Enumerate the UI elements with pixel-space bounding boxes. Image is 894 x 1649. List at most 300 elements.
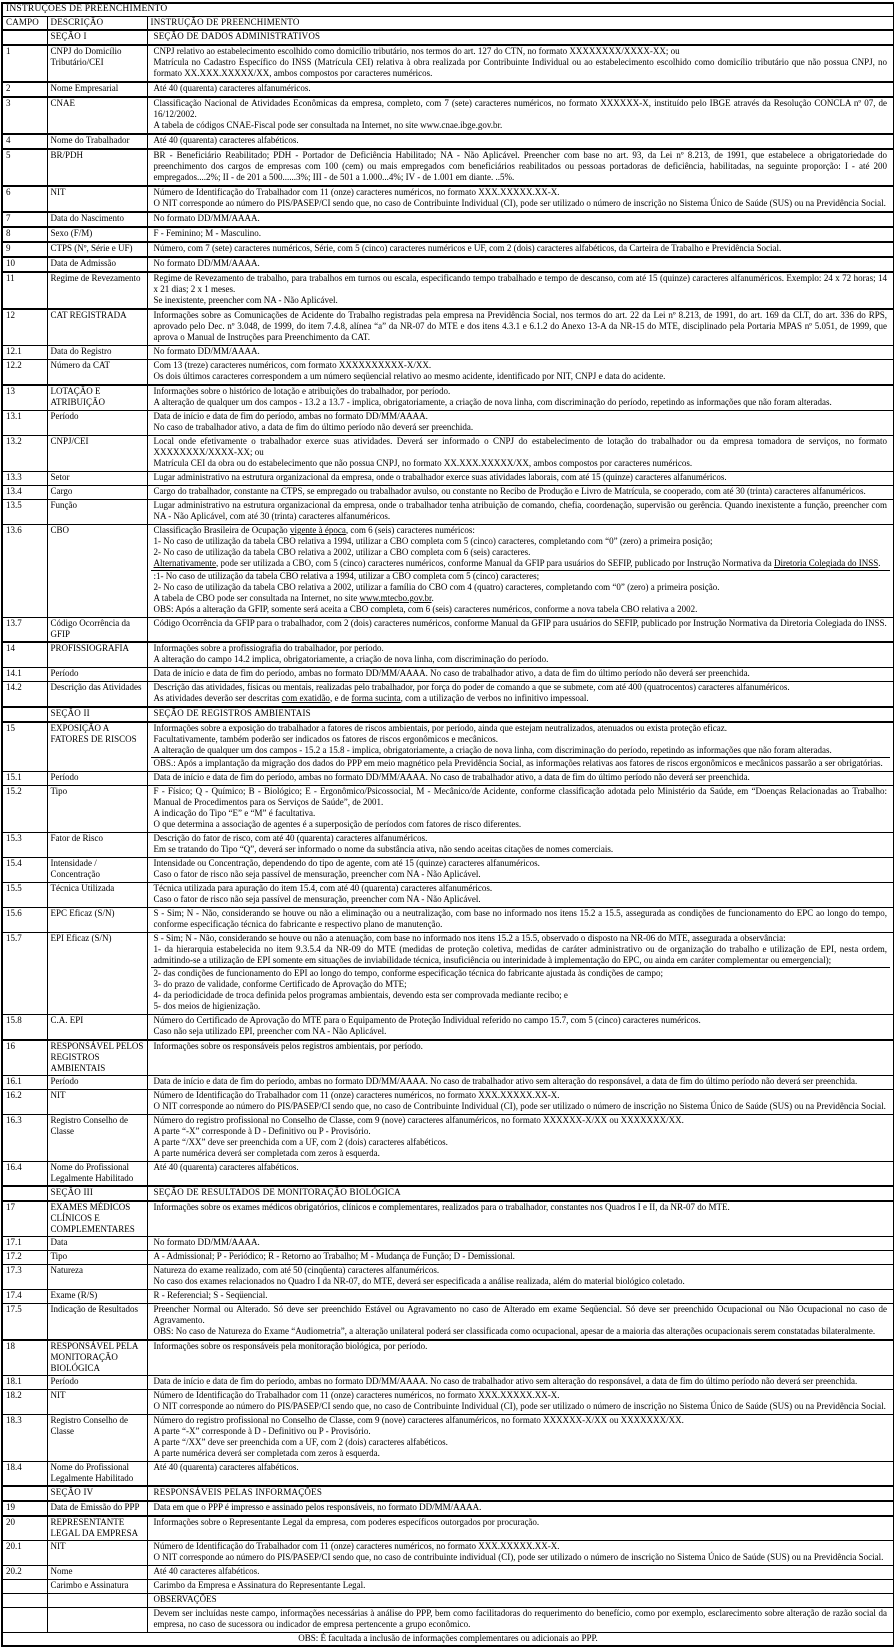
instruction-line: 1- No caso de utilização da tabela CBO relativa a 1994, utilizar a CBO completa com 5 (cinco) caracteres, completando com “0” (zero) a primeira posição; [153, 536, 713, 546]
instruction-line: SEÇÃO DE REGISTROS AMBIENTAIS [153, 708, 311, 718]
instruction-line: Código Ocorrência da GFIP para o trabalhador, com 2 (dois) caracteres numéricos, conforme Manual da GFIP para usuários do SEFIP, publicado por Instrução Normativa da Diretoria Colegiada do INSS. [153, 618, 887, 628]
field-row [2, 45, 894, 82]
field-description: NIT [47, 186, 147, 212]
field-instruction [147, 1566, 894, 1580]
field-number: 13.4 [2, 486, 47, 500]
instruction-line: A alteração do campo 14.2 implica, obrigatoriamente, a criação de nova linha, com discriminação do período. [153, 654, 549, 664]
field-instruction [147, 257, 894, 272]
field-number: 6 [2, 186, 47, 212]
field-instruction [147, 1462, 894, 1487]
instruction-line: Descrição das atividades, físicas ou mentais, realizadas pelo trabalhador, por força do poder de comando a que se submete, com até 400 (quatrocentos) caracteres alfanuméricos. [153, 682, 790, 692]
field-number: 8 [2, 227, 47, 242]
field-description: C.A. EPI [47, 1015, 147, 1041]
instruction-line: Facultativamente, também poderão ser indicados os fatores de riscos ergonômicos e mecânicos. [153, 734, 498, 744]
field-number: 16.4 [2, 1162, 47, 1187]
instruction-line: Os dois últimos caracteres correspondem a um número seqüencial relativo ao mesmo acidente, identificado por NIT, CNPJ e data do acidente. [153, 371, 666, 381]
instruction-line: R - Referencial; S - Seqüencial. [153, 1290, 268, 1300]
instruction-block [151, 1041, 891, 1053]
field-row [2, 346, 894, 360]
field-row [2, 858, 894, 883]
field-description: Setor [47, 472, 147, 486]
field-number: 15.2 [2, 786, 47, 833]
instruction-line: A alteração de qualquer um dos campos - 13.2 a 13.7 - implica, obrigatoriamente, a criação de nova linha, com discriminação do período, repetindo as informações que não foram alteradas. [153, 397, 832, 407]
instruction-line: F - Feminino; M - Masculino. [153, 228, 261, 238]
field-number: 17.3 [2, 1265, 47, 1290]
instruction-block [151, 668, 891, 680]
field-number: 11 [2, 272, 47, 309]
field-description: Regime de Revezamento [47, 272, 147, 309]
field-description: Função [47, 500, 147, 525]
field-number: 15.3 [2, 833, 47, 858]
column-header-campo: CAMPO [2, 17, 47, 31]
field-row [2, 97, 894, 134]
field-description: EXPOSIÇÃO A FATORES DE RISCOS [47, 722, 147, 772]
instruction-block [151, 1580, 891, 1592]
instruction-line: RESPONSÁVEIS PELAS INFORMAÇÕES [153, 1487, 323, 1497]
field-description: Data de Admissão [47, 257, 147, 272]
field-number: 16.2 [2, 1090, 47, 1115]
field-instruction [147, 786, 894, 833]
field-number: 3 [2, 97, 47, 134]
field-instruction [147, 1608, 894, 1633]
field-number: 16.3 [2, 1115, 47, 1162]
field-row [2, 149, 894, 186]
field-description: BR/PDH [47, 149, 147, 186]
field-row [2, 411, 894, 436]
instruction-line: Classificação Brasileira de Ocupação vigente à época, com 6 (seis) caracteres numéricos: [153, 525, 475, 535]
field-instruction [147, 1076, 894, 1090]
field-description: Número da CAT [47, 360, 147, 386]
field-instruction [147, 883, 894, 908]
instruction-line: SEÇÃO DE RESULTADOS DE MONITORAÇÃO BIOLÓGICA [153, 1187, 401, 1197]
instruction-line: Com 13 (treze) caracteres numéricos, com formato XXXXXXXXXX-X/XX. [153, 360, 432, 370]
instructions-table [1, 2, 894, 1647]
field-description: EPI Eficaz (S/N) [47, 933, 147, 1015]
instruction-block [151, 472, 891, 484]
field-number: 16.1 [2, 1076, 47, 1090]
field-number: 20.2 [2, 1566, 47, 1580]
field-instruction [147, 525, 894, 618]
field-instruction [147, 472, 894, 486]
field-row [2, 436, 894, 472]
instruction-line: O NIT corresponde ao número do PIS/PASEP/CI sendo que, no caso de contribuinte individual (CI), pode ser utilizado o número de inscrição no Sistema Único de Saúde (SUS) ou na Previdência Social. [153, 1552, 884, 1562]
field-description: Período [47, 1376, 147, 1390]
field-instruction [147, 707, 894, 722]
field-instruction [147, 1090, 894, 1115]
field-row [2, 1290, 894, 1304]
instruction-block [151, 682, 891, 705]
field-instruction [147, 436, 894, 472]
instruction-line: Lugar administrativo na estrutura organizacional da empresa, onde o trabalhador tenha atribuição de comando, chefia, coordenação, supervisão ou gerência. Quando inexistente a função, preencher com NA - Não Aplicável, com até 30 (trinta) caracteres alfanuméricos. [153, 500, 888, 521]
instruction-block [151, 360, 891, 383]
instruction-line: OBS.: Após a implantação da migração dos dados do PPP em meio magnético pela Previdência Social, as informações relativas aos fatores de riscos ergonômicos e mecânicos passarão a ser obrigatórias. [153, 758, 883, 768]
instruction-line: Carimbo da Empresa e Assinatura do Representante Legal. [153, 1580, 366, 1590]
field-row [2, 1390, 894, 1415]
field-description: Tipo [47, 1251, 147, 1265]
field-number: 13 [2, 385, 47, 411]
instruction-block [151, 1290, 891, 1302]
instruction-block [151, 1076, 891, 1088]
instruction-block [151, 346, 891, 358]
instruction-line: Data de início e data de fim do período, ambas no formato DD/MM/AAAA. No caso de trabalhador ativo, a data de fim do último período não deverá ser preenchida. [153, 772, 750, 782]
field-number [2, 1608, 47, 1633]
field-row [2, 833, 894, 858]
field-number: 19 [2, 1501, 47, 1516]
field-number: 15.6 [2, 908, 47, 933]
instruction-line: Lugar administrativo na estrutura organizacional da empresa, onde o trabalhador exerce suas atividades laborais, com até 15 (quinze) caracteres alfanuméricos. [153, 472, 727, 482]
field-row [2, 1162, 894, 1187]
field-instruction [147, 858, 894, 883]
field-number [2, 1186, 47, 1201]
field-instruction [147, 360, 894, 386]
instruction-line: 1- da hierarquia estabelecida no item 9.3.5.4 da NR-09 do MTE (medidas de proteção coletiva, medidas de caráter administrativo ou de organização do trabalho e utilização de EPI, nesta ordem, admitindo-se a utilização de EPI somente em situações de inviabilidade técnica, insuficiência ou interinidade à implementação do EPC, ou ainda em caráter complementar ou emergencial); [153, 944, 888, 965]
instruction-line: Preencher Normal ou Alterado. Só deve ser preenchido Estável ou Agravamento no caso de Alterado em exame Seqüencial. Só deve ser preenchido Ocupacional ou Não Ocupacional no caso de Agravamento. [153, 1304, 888, 1325]
field-instruction [147, 134, 894, 149]
field-row [2, 1462, 894, 1487]
instruction-line: Até 40 (quarenta) caracteres alfanuméricos. [153, 83, 311, 93]
field-description: RESPONSÁVEL PELA MONITORAÇÃO BIOLÓGICA [47, 1340, 147, 1376]
instruction-block [151, 772, 891, 784]
field-description: Data de Emissão do PPP [47, 1501, 147, 1516]
field-number: 13.1 [2, 411, 47, 436]
field-instruction [147, 1340, 894, 1376]
instruction-line: O que determina a associação de agentes é a superposição de períodos com fatores de risco diferentes. [153, 819, 522, 829]
field-instruction [147, 1516, 894, 1541]
instruction-line: S - Sim; N - Não, considerando se houve ou não a eliminação ou a neutralização, com base no informado nos itens 15.2 a 15.5, assegurada as condições de funcionamento do EPC ao longo do tempo, conforme especificação técnica do fabricante e respectivo plano de manutenção. [153, 908, 888, 929]
instruction-line: 5- dos meios de higienização. [153, 1001, 261, 1011]
field-description: Natureza [47, 1265, 147, 1290]
instruction-block [151, 258, 891, 270]
instruction-line: 2- das condições de funcionamento do EPI ao longo do tempo, conforme especificação técnica do fabricante ajustada às condições de campo; [153, 968, 664, 978]
field-number: 15.8 [2, 1015, 47, 1041]
instruction-line: Informações sobre os responsáveis pela monitoração biológica, por período. [153, 1341, 428, 1351]
field-row [2, 1040, 894, 1076]
instruction-line: Data de início e data de fim do período, ambas no formato DD/MM/AAAA. No caso de trabalhador ativo sem alteração do responsável, a data de fim do último período não deverá ser preenchida. [153, 1376, 858, 1386]
field-row [2, 722, 894, 772]
instruction-line: A parte numérica deverá ser completada com zeros à esquerda. [153, 1448, 380, 1458]
instruction-line: A alteração de qualquer um dos campos - 15.2 a 15.8 - implica, obrigatoriamente, a criação de nova linha, com discriminação do período, repetindo as informações que não foram alteradas. [153, 745, 832, 755]
field-row [2, 486, 894, 500]
field-number: 17.5 [2, 1304, 47, 1341]
instruction-line: 2- No caso de utilização da tabela CBO relativa a 2002, utilizar a CBO completa com 6 (seis) caracteres. [153, 547, 531, 557]
field-instruction [147, 411, 894, 436]
field-number [2, 1580, 47, 1594]
column-header-instrucao: INSTRUÇÃO DE PREENCHIMENTO [147, 17, 894, 31]
field-instruction [147, 682, 894, 708]
instruction-block [151, 858, 891, 881]
instruction-block [151, 1265, 891, 1288]
field-instruction [147, 1541, 894, 1566]
field-description: Nome Empresarial [47, 82, 147, 97]
instruction-block [151, 187, 891, 210]
field-instruction [147, 1486, 894, 1501]
instruction-line: Número do Certificado de Aprovação do MTE para o Equipamento de Proteção Individual referido no campo 15.7, com 5 (cinco) caracteres numéricos. [153, 1015, 701, 1025]
field-instruction [147, 30, 894, 45]
field-description: EXAMES MÉDICOS CLÍNICOS E COMPLEMENTARES [47, 1201, 147, 1237]
instruction-line: No caso dos exames relacionados no Quadro I da NR-07, do MTE, deverá ser especificada a análise realizada, além do material biológico coletado. [153, 1276, 685, 1286]
instruction-block [151, 411, 891, 434]
instruction-block [151, 83, 891, 95]
field-number: 18 [2, 1340, 47, 1376]
instruction-line: Caso não seja utilizado EPI, preencher com NA - Não Aplicável. [153, 1026, 387, 1036]
field-row [2, 786, 894, 833]
field-row [2, 1415, 894, 1462]
field-description: NIT [47, 1390, 147, 1415]
field-row [2, 1501, 894, 1516]
field-row [2, 227, 894, 242]
instruction-block [151, 46, 891, 80]
field-row [2, 1376, 894, 1390]
instruction-line: Número do registro profissional no Conselho de Classe, com 9 (nove) caracteres alfanuméricos, no formato XXXXXX-X/XX ou XXXXXXX/XX. [153, 1415, 684, 1425]
field-number: 13.2 [2, 436, 47, 472]
field-description: Técnica Utilizada [47, 883, 147, 908]
field-description: SEÇÃO I [47, 30, 147, 45]
instruction-block [151, 1502, 891, 1514]
field-number: 18.2 [2, 1390, 47, 1415]
field-instruction [147, 1376, 894, 1390]
field-instruction [147, 1265, 894, 1290]
instruction-block [151, 1187, 891, 1199]
field-row [2, 682, 894, 708]
field-description [47, 1594, 147, 1608]
instruction-block [151, 135, 891, 147]
instruction-line: 2- No caso de utilização da tabela CBO relativa a 2002, utilizar a família do CBO com 4 (quatro) caracteres, completando com “0” (zero) a primeira posição. [153, 582, 720, 592]
instruction-line: 4- da periodicidade de troca definida pelos programas ambientais, devendo esta ser comprovada mediante recibo; e [153, 990, 568, 1000]
field-instruction [147, 833, 894, 858]
field-row [2, 82, 894, 97]
field-instruction [147, 642, 894, 668]
instruction-block [151, 228, 891, 240]
instruction-line: F - Físico; Q - Químico; B - Biológico; E - Ergonômico/Psicossocial, M - Mecânico/de Acidente, conforme classificação adotada pelo Ministério da Saúde, em “Doenças Relacionadas ao Trabalho: Manual de Procedimentos para os Serviços de Saúde”, de 2001. [153, 786, 888, 807]
instruction-line: Alternativamente, pode ser utilizada a CBO, com 5 (cinco) caracteres numéricos, conforme Manual da GFIP para usuários do SEFIP, publicado por Instrução Normativa da Diretoria Colegiada do INSS. [153, 558, 881, 568]
field-row [2, 242, 894, 257]
instruction-block [151, 1566, 891, 1578]
field-description: CBO [47, 525, 147, 618]
instruction-line: Caso o fator de risco não seja passível de mensuração, preencher com NA - Não Aplicável. [153, 894, 481, 904]
field-number: 13.3 [2, 472, 47, 486]
field-instruction [147, 908, 894, 933]
instruction-line: A - Admissional; P - Periódico; R - Retorno ao Trabalho; M - Mudança de Função; D - Demissional. [153, 1251, 515, 1261]
field-row [2, 1015, 894, 1041]
instruction-line: A parte “/XX” deve ser preenchida com a UF, com 2 (dois) caracteres alfabéticos. [153, 1137, 448, 1147]
field-number: 13.6 [2, 525, 47, 618]
instruction-line: Técnica utilizada para apuração do item 15.4, com até 40 (quarenta) caracteres alfanuméricos. [153, 883, 493, 893]
field-row [2, 908, 894, 933]
field-row [2, 1090, 894, 1115]
field-description: Período [47, 668, 147, 682]
field-row [2, 134, 894, 149]
field-description: CAT REGISTRADA [47, 309, 147, 346]
instruction-line: OBSERVAÇÕES [153, 1594, 217, 1604]
field-number: 10 [2, 257, 47, 272]
instruction-line: Até 40 caracteres alfabéticos. [153, 1566, 260, 1576]
instruction-block [151, 1090, 891, 1113]
section-row [2, 1486, 894, 1501]
instruction-line: O NIT corresponde ao número do PIS/PASEP/CI sendo que, no caso de Contribuinte Individual (CI), pode ser utilizado o número de inscrição no Sistema Único de Saúde (SUS) ou na Previdência Social. [153, 198, 886, 208]
field-instruction [147, 1390, 894, 1415]
field-instruction [147, 1290, 894, 1304]
instruction-line: Devem ser incluídas neste campo, informações necessárias à análise do PPP, bem como facilitadoras do requerimento do benefício, como por exemplo, esclarecimento sobre alteração de razão social da empresa, no caso de sucessora ou indicador de empresa pertencente a grupo econômico. [153, 1608, 888, 1629]
field-description: Fator de Risco [47, 833, 147, 858]
instruction-block [151, 883, 891, 906]
field-number: 12.2 [2, 360, 47, 386]
instruction-line: Informações sobre os responsáveis pelos registros ambientais, por período. [153, 1041, 423, 1051]
field-description: Cargo [47, 486, 147, 500]
field-number: 13.5 [2, 500, 47, 525]
field-description: RESPONSÁVEL PELOS REGISTROS AMBIENTAIS [47, 1040, 147, 1076]
section-row [2, 707, 894, 722]
field-instruction [147, 1251, 894, 1265]
field-number: 17.4 [2, 1290, 47, 1304]
instruction-line: 3- do prazo de validade, conforme Certificado de Aprovação do MTE; [153, 979, 407, 989]
field-instruction [147, 1162, 894, 1187]
instruction-block [151, 708, 891, 720]
instruction-line: OBS: Após a alteração da GFIP, somente será aceita a CBO completa, com 6 (seis) caracteres numéricos, conforme a nova tabela CBO relativa a 2002. [153, 604, 698, 614]
field-description: SEÇÃO III [47, 1186, 147, 1201]
instruction-block [151, 310, 891, 344]
field-instruction [147, 1415, 894, 1462]
instruction-block [151, 833, 891, 856]
instruction-block [151, 643, 891, 666]
field-instruction [147, 242, 894, 257]
field-number: 18.3 [2, 1415, 47, 1462]
instruction-block [151, 1015, 891, 1038]
field-row [2, 1516, 894, 1541]
field-number: 15.4 [2, 858, 47, 883]
field-description: CNPJ/CEI [47, 436, 147, 472]
instruction-block [151, 213, 891, 225]
table-body [2, 30, 894, 1633]
instruction-line: Informações sobre o histórico de lotação e atribuições do trabalhador, por período. [153, 386, 451, 396]
document-title: INSTRUÇÕES DE PREENCHIMENTO [2, 3, 894, 17]
field-number: 20 [2, 1516, 47, 1541]
footer-row [2, 1633, 894, 1647]
instruction-line: No formato DD/MM/AAAA. [153, 346, 260, 356]
field-row [2, 525, 894, 618]
field-row [2, 257, 894, 272]
field-row [2, 472, 894, 486]
field-number: 15.1 [2, 772, 47, 786]
field-row [2, 1340, 894, 1376]
column-header-descricao: DESCRIÇÃO [47, 17, 147, 31]
instruction-block [151, 1376, 891, 1388]
instruction-block [151, 908, 891, 931]
instruction-block [151, 273, 891, 307]
field-row [2, 212, 894, 227]
instruction-line: Matrícula no Cadastro Específico do INSS (Matrícula CEI) relativa à obra realizada por Contribuinte Individual ou ao estabelecimento escolhido como domicílio tributário que não possua CNPJ, no formato XX.XXX.XXXXX/XX, ambos compostos por caracteres numéricos. [153, 57, 888, 78]
instruction-block [151, 243, 891, 255]
field-instruction [147, 45, 894, 82]
field-number: 18.1 [2, 1376, 47, 1390]
instruction-block [151, 723, 891, 757]
field-number: 15.5 [2, 883, 47, 908]
field-number: 15.7 [2, 933, 47, 1015]
field-description: Carimbo e Assinatura [47, 1580, 147, 1594]
field-number: 17.1 [2, 1237, 47, 1251]
instruction-block [151, 31, 891, 43]
field-row [2, 1608, 894, 1633]
section-row [2, 30, 894, 45]
instruction-line: SEÇÃO DE DADOS ADMINISTRATIVOS [153, 31, 321, 41]
instruction-line: As atividades deverão ser descritas com exatidão, e de forma sucinta, com a utilização de verbos no infinitivo impessoal. [153, 693, 589, 703]
instruction-block [151, 98, 891, 132]
field-description: Intensidade / Concentração [47, 858, 147, 883]
instruction-block [151, 933, 891, 967]
instruction-line: Até 40 (quarenta) caracteres alfabéticos. [153, 1162, 299, 1172]
field-row [2, 385, 894, 411]
field-instruction [147, 309, 894, 346]
instruction-line: A tabela de CBO pode ser consultada na Internet, no site www.mtecbo.gov.br. [153, 593, 434, 603]
field-row [2, 1115, 894, 1162]
field-number: 17.2 [2, 1251, 47, 1265]
column-header-row [2, 17, 894, 31]
instruction-line: A tabela de códigos CNAE-Fiscal pode ser consultada na Internet, no site www.cnae.ibge.gov.br. [153, 120, 503, 130]
instruction-block [151, 967, 891, 1013]
instruction-line: Descrição do fator de risco, com até 40 (quarenta) caracteres alfanuméricos. [153, 833, 428, 843]
instruction-block [151, 500, 891, 523]
field-number: 17 [2, 1201, 47, 1237]
field-number: 2 [2, 82, 47, 97]
instruction-line: Intensidade ou Concentração, dependendo do tipo de agente, com até 15 (quinze) caracteres alfanuméricos. [153, 858, 540, 868]
instruction-block [151, 1304, 891, 1338]
instruction-line: Natureza do exame realizado, com até 50 (cinqüenta) caracteres alfanuméricos. [153, 1265, 440, 1275]
field-number: 4 [2, 134, 47, 149]
field-row [2, 1580, 894, 1594]
instruction-block [151, 486, 891, 498]
field-instruction [147, 1501, 894, 1516]
field-row [2, 668, 894, 682]
field-description: Exame (R/S) [47, 1290, 147, 1304]
instruction-line: A indicação do Tipo “E” e “M” é facultativa. [153, 808, 316, 818]
field-instruction [147, 618, 894, 643]
field-description: Tipo [47, 786, 147, 833]
field-number [2, 1594, 47, 1608]
instruction-line: No formato DD/MM/AAAA. [153, 1237, 260, 1247]
instruction-block [151, 618, 891, 630]
field-number: 14.2 [2, 682, 47, 708]
instruction-line: O NIT corresponde ao número do PIS/PASEP/CI sendo que, no caso de Contribuinte Individual (CI), pode ser utilizado o número de inscrição no Sistema Único de Saúde (SUS) ou na Previdência Social. [153, 1401, 886, 1411]
field-row [2, 883, 894, 908]
field-instruction [147, 933, 894, 1015]
field-instruction [147, 1201, 894, 1237]
field-description: CNPJ do Domicílio Tributário/CEI [47, 45, 147, 82]
field-number: 13.7 [2, 618, 47, 643]
instruction-line: Data em que o PPP é impresso e assinado pelos responsáveis, no formato DD/MM/AAAA. [153, 1502, 482, 1512]
field-row [2, 1237, 894, 1251]
field-instruction [147, 772, 894, 786]
instruction-line: Número de Identificação do Trabalhador com 11 (onze) caracteres numéricos, no formato XXX.XXXXX.XX-X. [153, 1541, 560, 1551]
instruction-block [151, 525, 891, 570]
footer-note: OBS: É facultada a inclusão de informações complementares ou adicionais ao PPP. [2, 1633, 894, 1647]
instruction-line: No formato DD/MM/AAAA. [153, 213, 260, 223]
field-instruction [147, 1594, 894, 1608]
field-description: CNAE [47, 97, 147, 134]
field-row [2, 500, 894, 525]
field-instruction [147, 272, 894, 309]
field-number: 16 [2, 1040, 47, 1076]
instruction-line: O NIT corresponde ao número do PIS/PASEP/CI sendo que, no caso de Contribuinte Individual (CI), pode ser utilizado o número de inscrição no Sistema Único de Saúde (SUS) ou na Previdência Social. [153, 1101, 886, 1111]
instruction-block [151, 1462, 891, 1474]
field-description: Período [47, 1076, 147, 1090]
instruction-block [151, 1341, 891, 1353]
field-description: Data do Registro [47, 346, 147, 360]
instruction-line: Informações sobre a profissiografia do trabalhador, por período. [153, 643, 384, 653]
instruction-line: Local onde efetivamente o trabalhador exerce suas atividades. Deverá ser informado o CNPJ do estabelecimento de lotação do trabalhador ou da empresa tomadora de serviços, no formato XXXXXXXX/XXXX-XX; ou [153, 436, 888, 457]
instruction-block [151, 1251, 891, 1263]
instruction-line: No caso de trabalhador ativo, a data de fim do último período não deverá ser preenchida. [153, 422, 474, 432]
field-instruction [147, 1115, 894, 1162]
instruction-line: BR - Beneficiário Reabilitado; PDH - Portador de Deficiência Habilitado; NA - Não Aplicável. Preencher com base no art. 93, da Lei nº 8.213, de 1991, que estabelece a obrigatoriedade do preenchimento dos cargos de empresas com 100 (cem) ou mais empregados com beneficiários reabilitados ou pessoas portadoras de deficiência, habilitadas, na seguinte proporção: I - até 200 empregados....2%; II - de 201 a 500......3%; III - de 501 a 1.000...4%; IV - de 1.001 em diante. ..5%. [153, 150, 888, 182]
